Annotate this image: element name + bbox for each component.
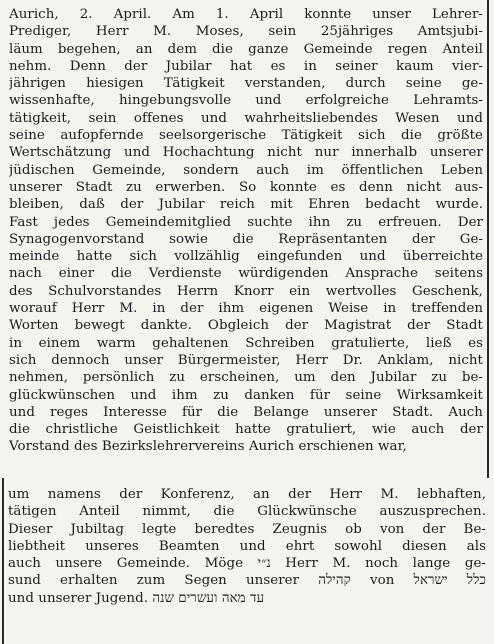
column-divider [487,0,489,478]
text-line: Wertschätzung und Hochachtung nicht nur innerhalb unserer [9,145,483,161]
article-column-1 [9,6,483,456]
text-line: und unserer Jugend. עד מאה ועשרים שנה [8,590,265,606]
text-line: Aurich, 2. April. Am 1. April konnte unser Lehrer- [9,7,483,22]
text-line: Vorstand des Bezirkslehrervereins Aurich erschienen war, [9,439,407,455]
text-line: jüdischen Gemeinde, sondern auch im öffentlichen Leben [9,162,483,178]
text-line: worauf Herr M. in der ihm eigenen Weise in treffenden [9,301,483,317]
text-line: bleiben, daß der Jubilar reich mit Ehren bedacht wurde. [9,197,483,213]
text-line: die christliche Geistlichkeit hatte gratuliert, wie auch der [9,422,483,438]
text-line: des Schulvorstandes Herrn Knorr ein wertvolles Geschenk, [9,283,483,299]
text-line: meinde hatte sich vollzählig eingefunden und überreichte [9,249,483,265]
text-line: jährigen hiesigen Tätigkeit verstanden, durch seine ge- [9,76,483,92]
text-line: Worten bewegt dankte. Obgleich der Magistrat der Stadt [9,318,483,334]
text-line: sich dennoch unser Bürgermeister, Herr Dr. Anklam, nicht [9,352,483,368]
text-line: nach einer die Verdienste würdigenden Ansprache seitens [9,266,483,282]
text-line: um namens der Konferenz, an der Herr M. lebhaften, [8,487,486,502]
text-line: glückwünschen und ihm zu danken für seine Wirksamkeit [9,387,483,403]
text-line: tätigen Anteil nimmt, die Glückwünsche auszusprechen. [8,504,486,520]
text-line: Fast jedes Gemeindemitglied suchte ihn zu erfreuen. Der [9,214,483,230]
text-line: unserer Stadt zu erwerben. So konnte es denn nicht aus- [9,179,483,195]
text-line: nehmen, persönlich zu erscheinen, um den Jubilar zu be- [9,370,483,386]
text-line: Prediger, Herr M. Moses, sein 25jähriges Amtsjubi- [9,24,483,40]
text-line: wissenhafte, hingebungsvolle und erfolgreiche Lehramts- [9,93,483,109]
article-column-2 [8,486,486,607]
text-line: läum begehen, an dem die ganze Gemeinde regen Anteil [9,41,483,57]
text-line: auch unsere Gemeinde. Möge נ״י Herr M. noch lange ge- [8,556,486,572]
column-divider [2,478,4,644]
text-line: liebtheit unseres Beamten und ehrt sowohl diesen als [8,538,486,554]
text-line: Synagogenvorstand sowie die Repräsentanten der Ge- [9,231,483,247]
text-line: nehm. Denn der Jubilar hat es in seiner kaum vier- [9,58,483,74]
text-line: tätigkeit, sein offenes und wahrheitsliebendes Wesen und [9,110,483,126]
text-line: und reges Interesse für die Belange unserer Stadt. Auch [9,404,483,420]
text-line: sund erhalten zum Segen unserer קהילה von כלל ישראל [8,573,486,589]
text-line: in einem warm gehaltenen Schreiben gratulierte, ließ es [9,335,483,351]
text-line: seine aufopfernde seelsorgerische Tätigkeit sich die größte [9,128,483,144]
text-line: Dieser Jubiltag legte beredtes Zeugnis ob von der Be- [8,521,486,537]
